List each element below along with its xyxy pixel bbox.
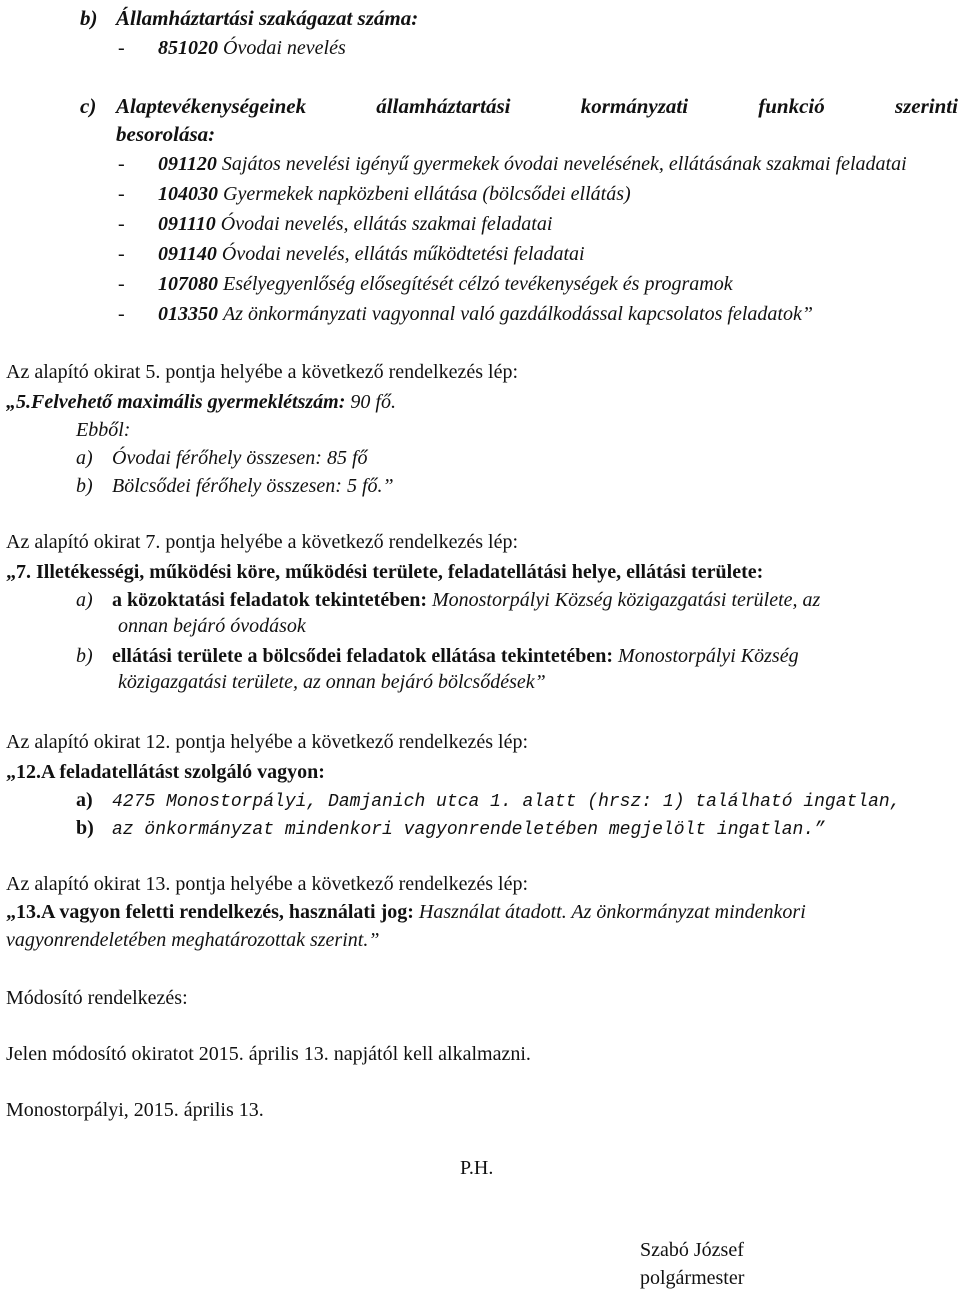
section-c-label: c) [80,94,97,118]
list-item: - 091140 Óvodai nevelés, ellátás működtetési feladatai [118,243,585,265]
effective-date: Jelen módosító okiratot 2015. április 13. napjától kell alkalmazni. [6,1043,531,1065]
section-b-item-text: Óvodai nevelés [223,37,346,59]
modosito-heading: Módosító rendelkezés: [6,987,188,1009]
point7-item-b-line2: közigazgatási területe, az onnan bejáró bölcsődések” [118,671,546,693]
signer-title: polgármester [640,1267,745,1289]
point13-heading: „13.A vagyon feletti rendelkezés, használati jog: Használat átadott. Az önkormányzat mindenkori [6,901,806,923]
stamp-placeholder: P.H. [460,1157,494,1179]
list-item: - 091110 Óvodai nevelés, ellátás szakmai feladatai [118,213,553,235]
section-b-heading [80,6,418,30]
section-b-title: Államháztartási szakágazat száma: [116,6,419,30]
point12-intro: Az alapító okirat 12. pontja helyébe a következő rendelkezés lép: [6,731,529,753]
point13-line2: vagyonrendeletében meghatározottak szerint.” [6,929,380,951]
section-c-heading [80,94,958,118]
section-b-item: - 851020 Óvodai nevelés [118,37,346,59]
section-c-title-line2: besorolása: [116,122,216,146]
list-item: - 104030 Gyermekek napközbeni ellátása (bölcsődei ellátás) [118,183,631,205]
point7-item-b: b) ellátási területe a bölcsődei feladatok ellátása tekintetében: Monostorpályi Község [76,645,799,667]
point7-heading: „7. Illetékességi, működési köre, működési területe, feladatellátási helye, ellátási területe: [6,561,764,583]
signature-block [640,1236,744,1292]
point7-intro: Az alapító okirat 7. pontja helyébe a következő rendelkezés lép: [6,531,519,553]
point5-item-b: b) Bölcsődei férőhely összesen: 5 fő.” [76,475,394,497]
section-b-label: b) [80,6,98,30]
list-item: - 013350 Az önkormányzati vagyonnal való gazdálkodással kapcsolatos feladatok” [118,303,813,325]
point12-heading: „12.A feladatellátást szolgáló vagyon: [6,761,325,783]
point12-item-a: a) 4275 Monostorpályi, Damjanich utca 1. alatt (hrsz: 1) található ingatlan, [76,789,901,812]
point13-intro: Az alapító okirat 13. pontja helyébe a következő rendelkezés lép: [6,873,529,895]
list-item: - 107080 Esélyegyenlőség elősegítését célzó tevékenységek és programok [118,273,733,295]
section-b-item-code: 851020 [158,37,218,59]
point5-item-a: a) Óvodai férőhely összesen: 85 fő [76,447,368,469]
section-c-title: Alaptevékenységeinek államháztartási kormányzati funkció szerinti [116,94,958,118]
signer-name: Szabó József [640,1239,744,1261]
list-item: - 091120 Sajátos nevelési igényű gyermekek óvodai nevelésének, ellátásának szakmai feladatai [118,153,907,175]
point7-item-a: a) a közoktatási feladatok tekintetében: Monostorpályi Község közigazgatási területe, az [76,589,821,611]
place-date: Monostorpályi, 2015. április 13. [6,1099,264,1121]
point5-heading: „5.Felvehető maximális gyermeklétszám: 90 fő. [6,391,396,413]
point5-ebbol: Ebből: [76,419,131,441]
point5-intro: Az alapító okirat 5. pontja helyébe a következő rendelkezés lép: [6,361,519,383]
point7-item-a-line2: onnan bejáró óvodások [118,615,306,637]
point12-item-b: b) az önkormányzat mindenkori vagyonrendeletében megjelölt ingatlan.” [76,817,825,840]
